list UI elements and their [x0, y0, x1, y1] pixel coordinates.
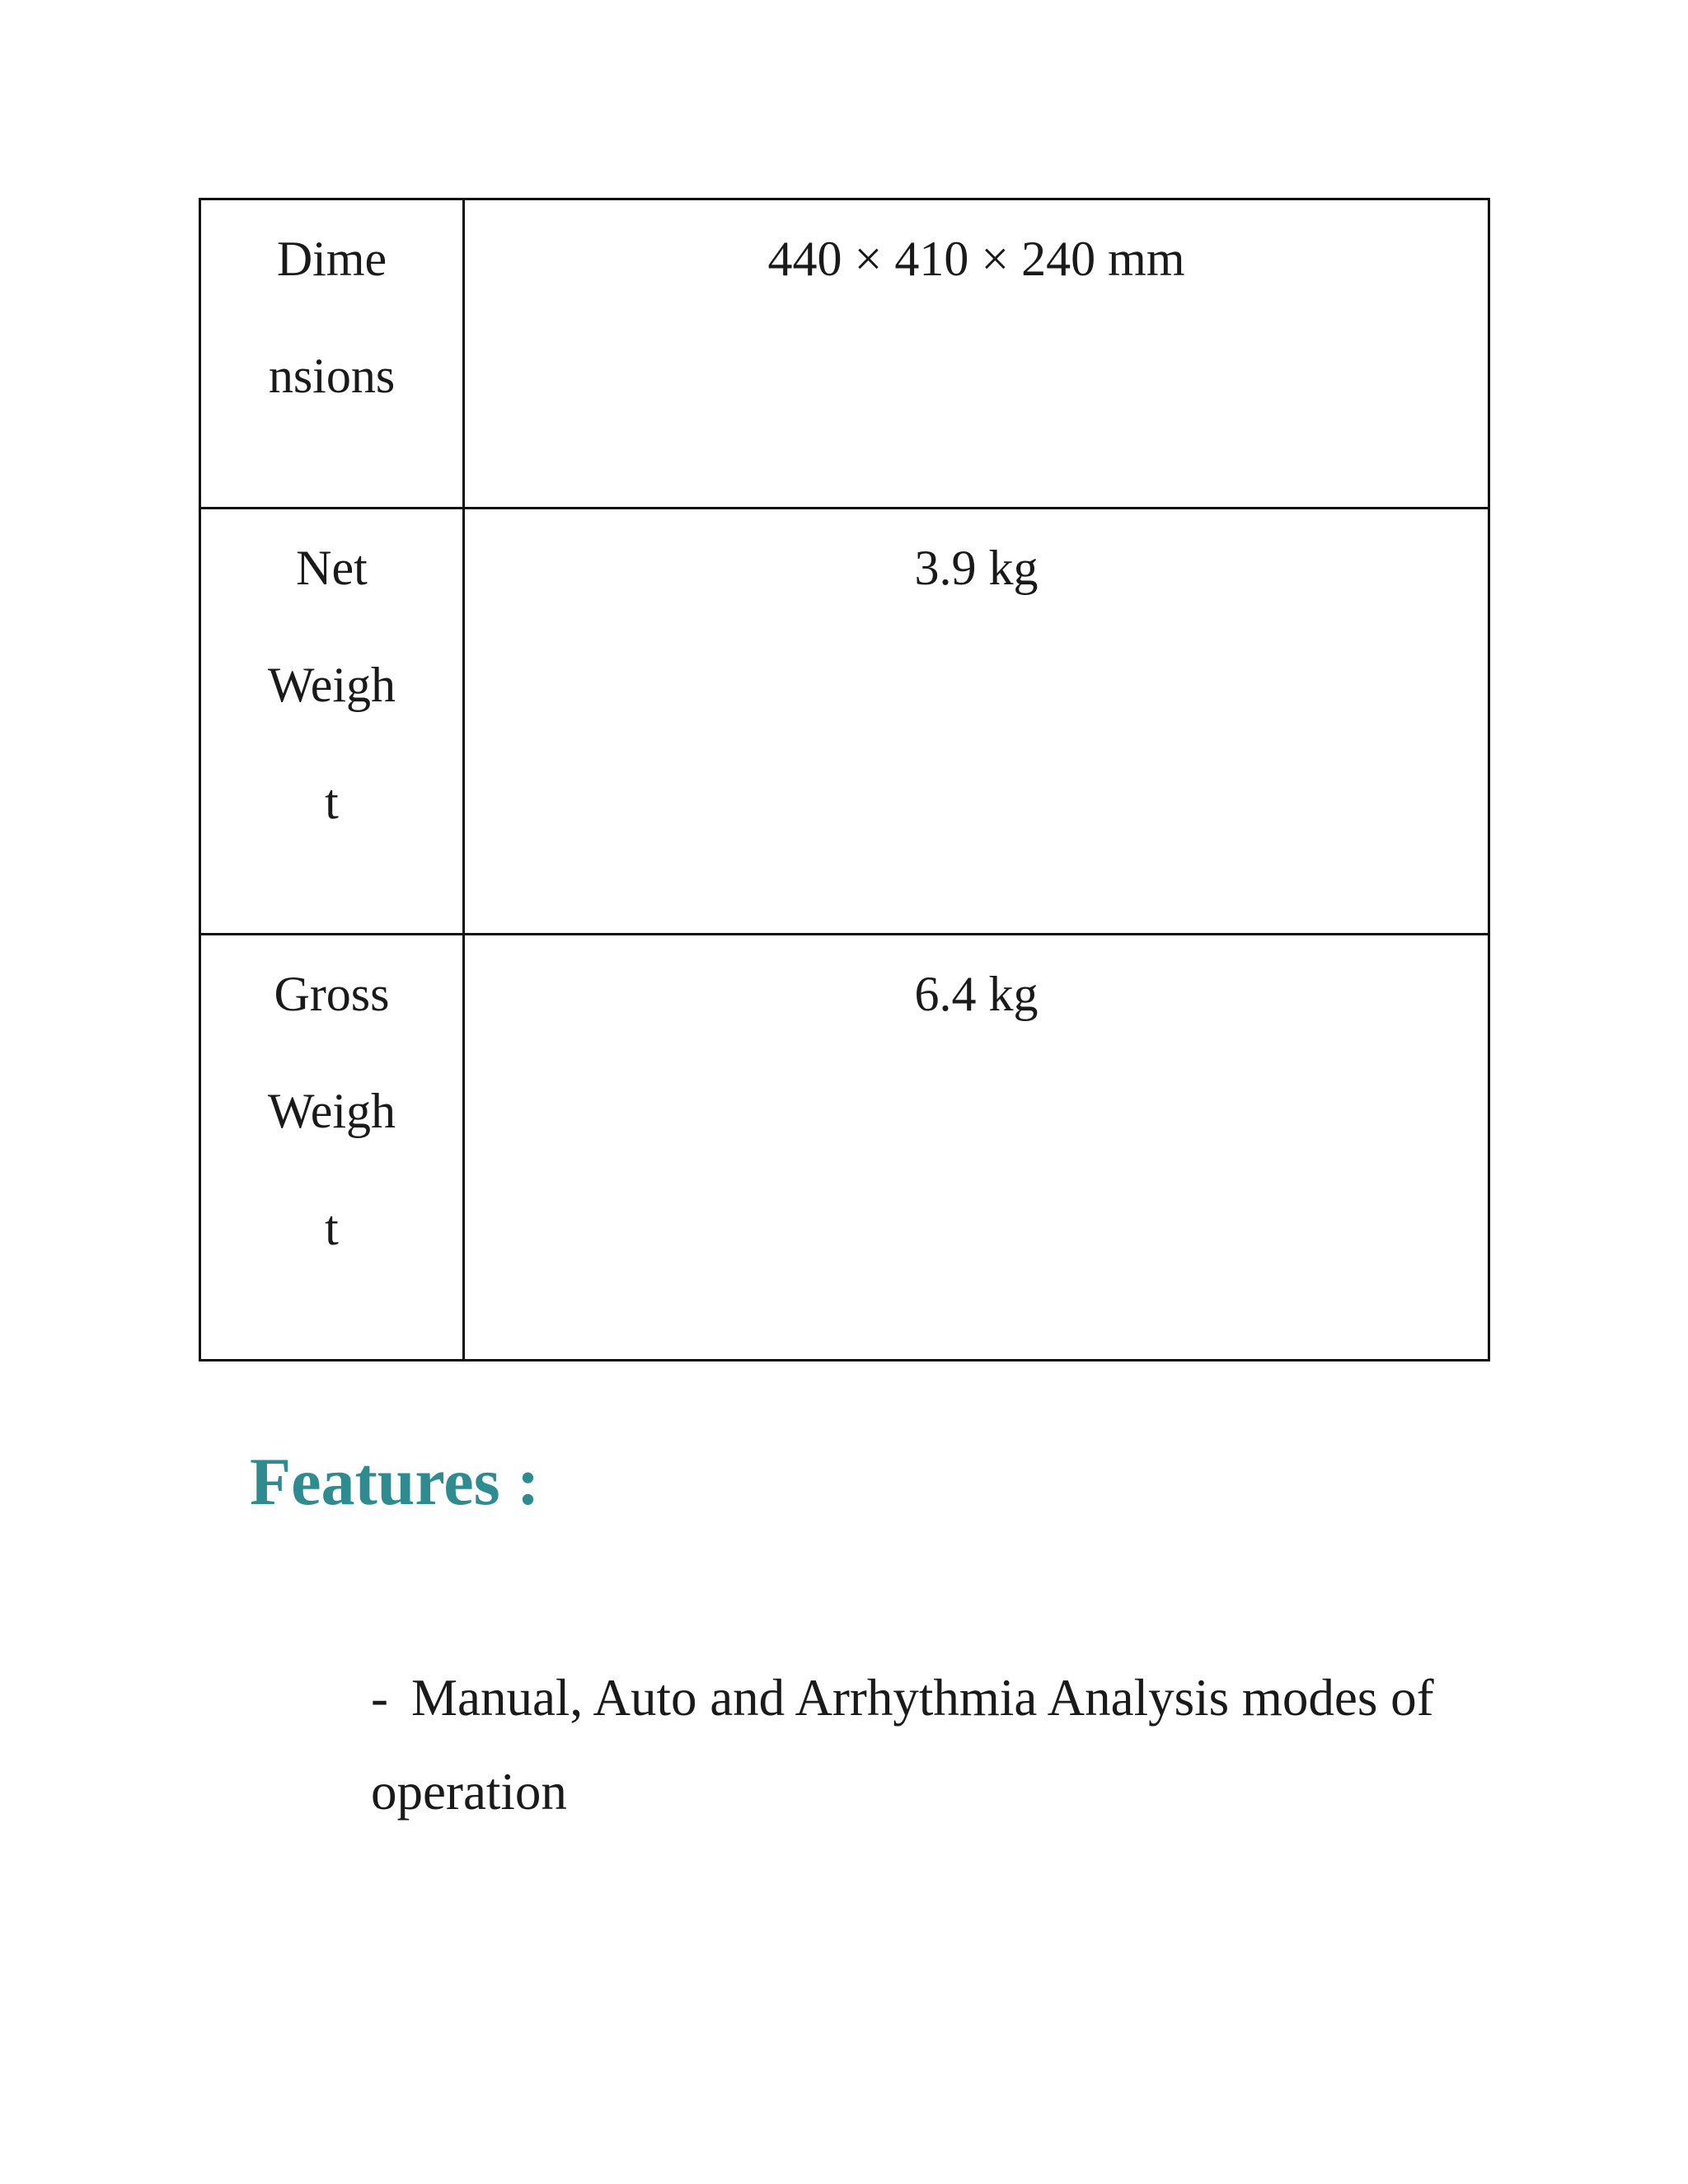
gross-weight-value-cell	[464, 935, 1489, 1361]
gross-weight-label-cell	[200, 935, 464, 1361]
gross-weight-value: 6.4 kg	[914, 967, 1039, 1021]
net-weight-label-line: Weigh	[267, 658, 396, 712]
specifications-table	[199, 198, 1490, 1361]
bullet-dash: -	[371, 1669, 388, 1727]
features-heading: Features :	[250, 1444, 540, 1519]
table-row	[200, 935, 1489, 1361]
net-weight-label-cell	[200, 509, 464, 935]
table-row	[200, 509, 1489, 935]
net-weight-value: 3.9 kg	[914, 541, 1039, 595]
dimensions-value: 440 × 410 × 240 mm	[767, 232, 1185, 286]
gross-weight-label-line: Weigh	[267, 1084, 396, 1138]
dimensions-value-cell	[464, 199, 1489, 509]
net-weight-label-line: Net	[296, 541, 368, 595]
gross-weight-label-line: Gross	[274, 967, 390, 1021]
gross-weight-label-line: t	[325, 1201, 339, 1255]
table-row	[200, 199, 1489, 509]
dimensions-label-cell	[200, 199, 464, 509]
feature-list-item	[371, 1651, 1442, 1839]
net-weight-label-line: t	[325, 775, 339, 829]
dimensions-label-line: nsions	[268, 349, 396, 403]
net-weight-value-cell	[464, 509, 1489, 935]
feature-text: Manual, Auto and Arrhythmia Analysis modes of operation	[371, 1669, 1434, 1821]
dimensions-label-line: Dime	[276, 232, 387, 286]
